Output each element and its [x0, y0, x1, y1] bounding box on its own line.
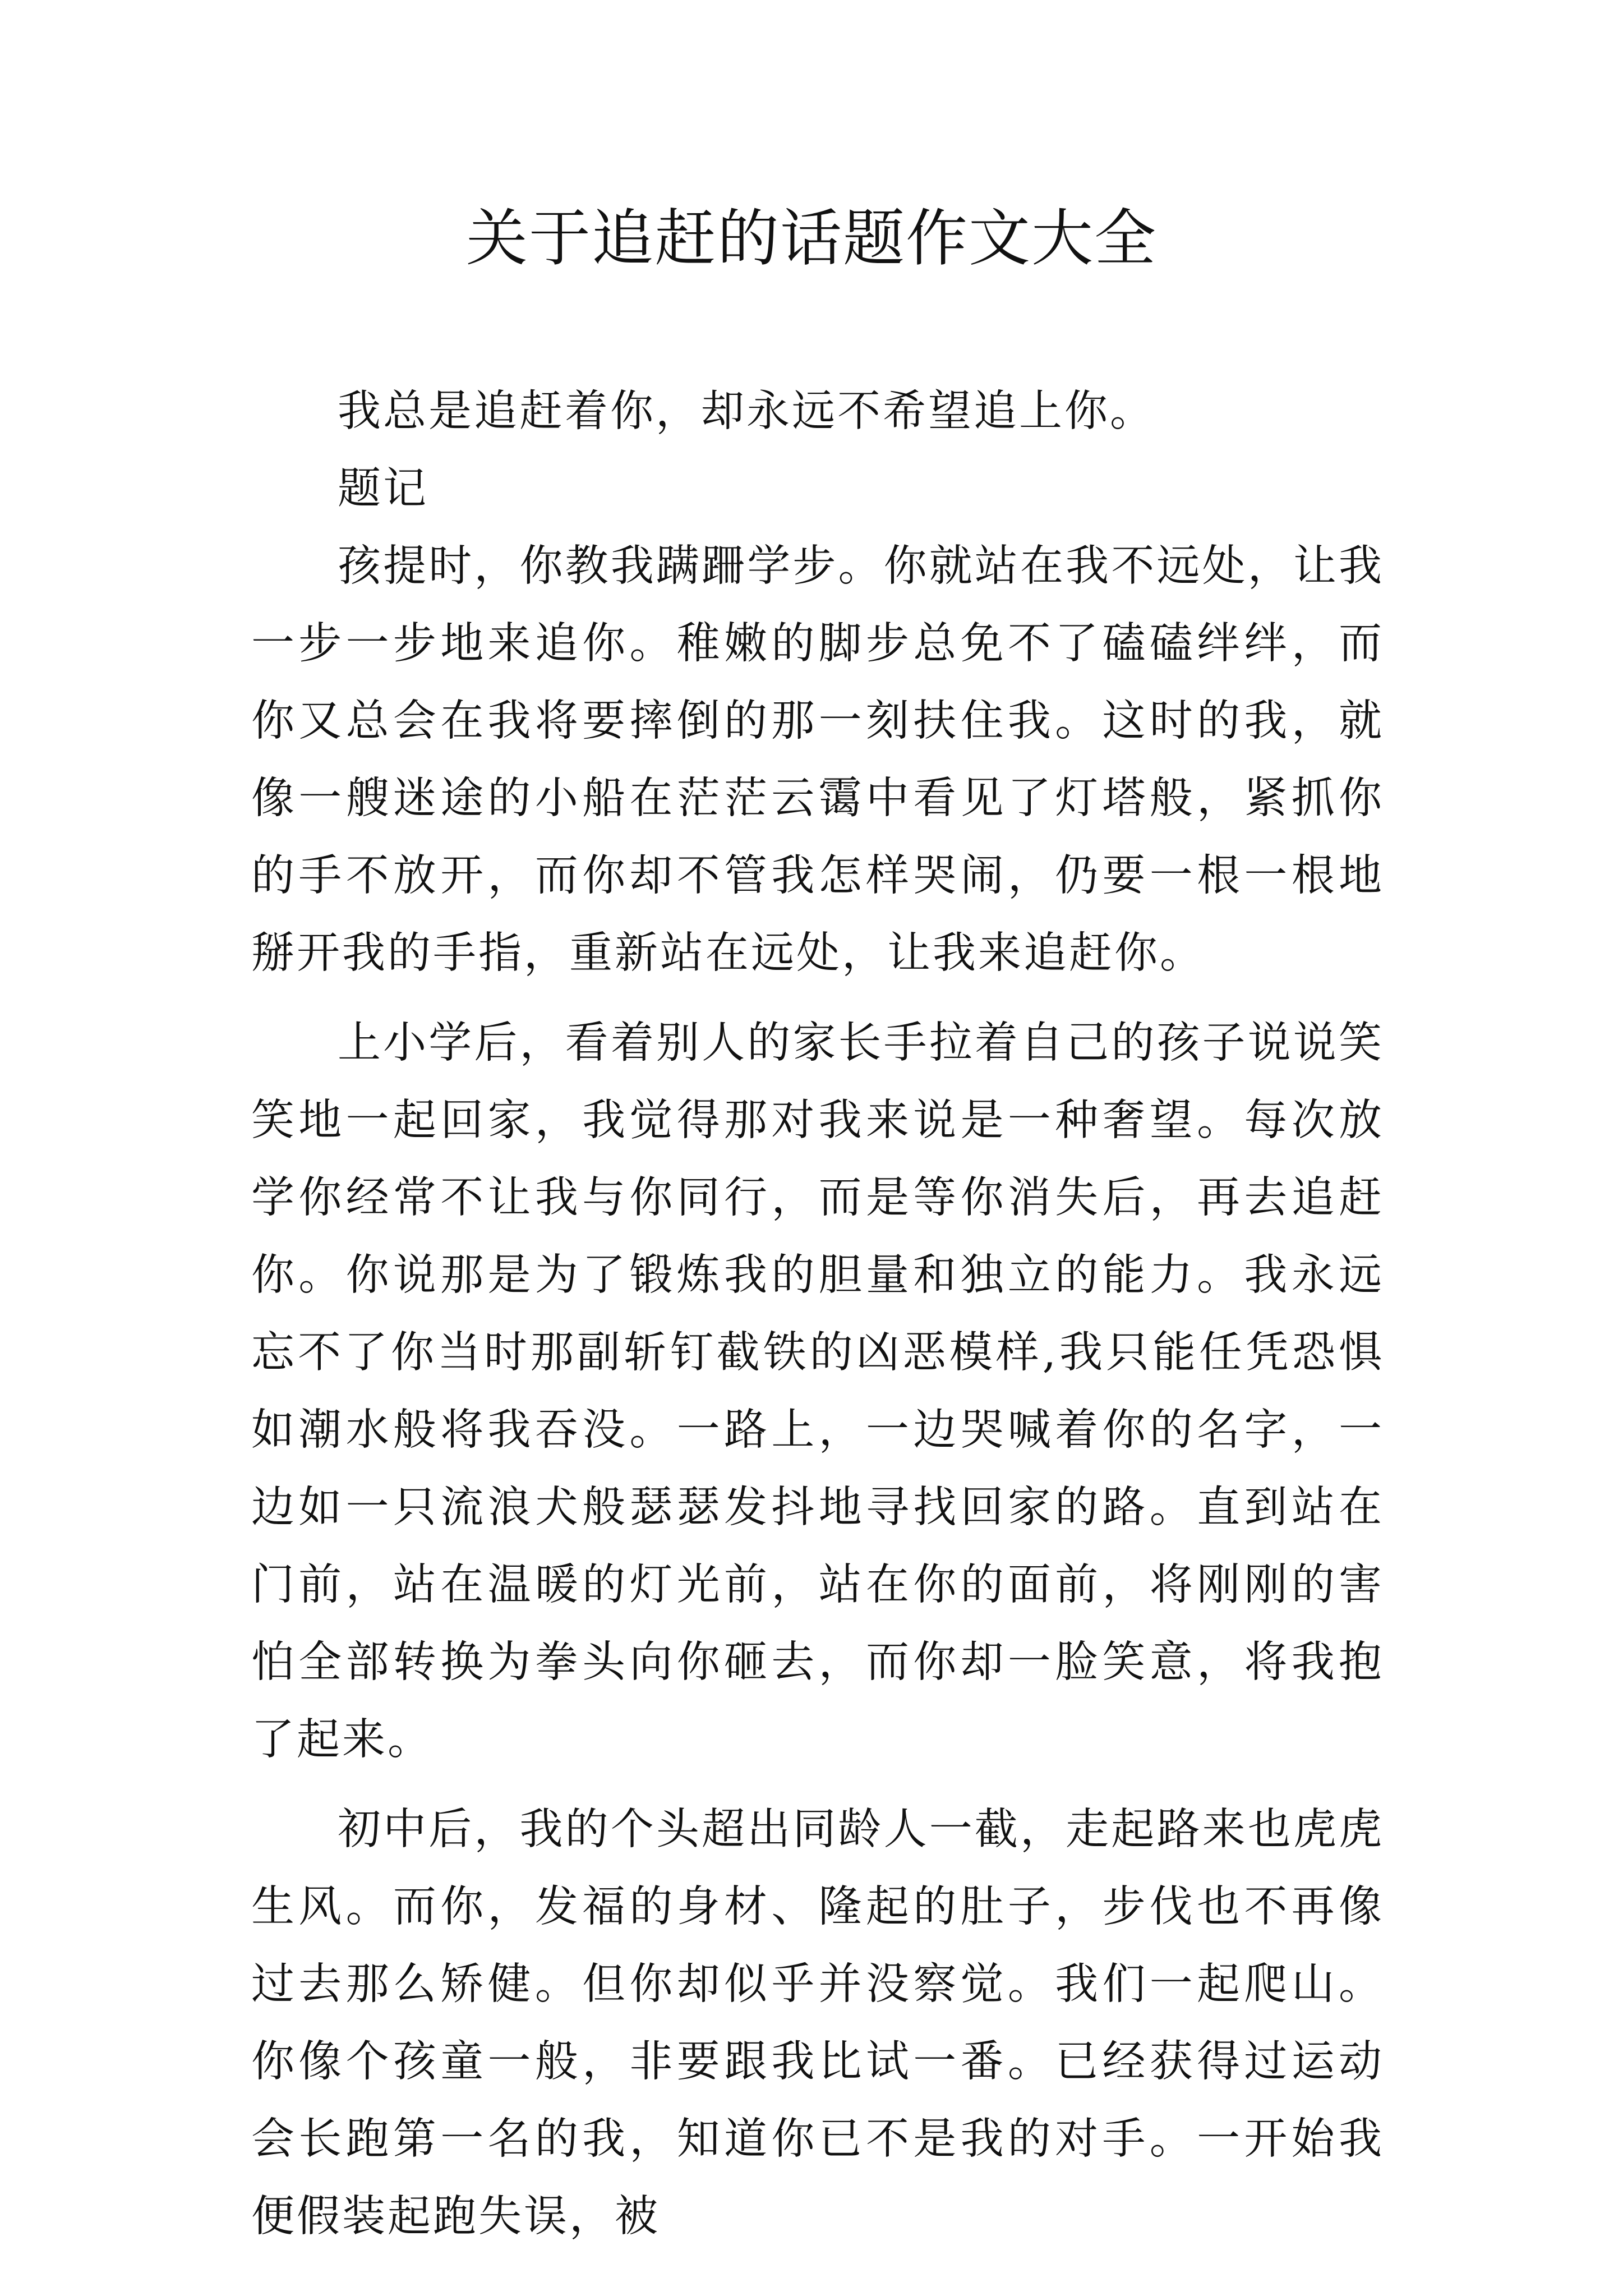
- document-body: [251, 373, 1384, 2256]
- paragraph-primary-school: 上小学后，看着别人的家长手拉着自己的孩子说说笑笑地一起回家，我觉得那对我来说是一种奢望。每次放学你经常不让我与你同行，而是等你消失后，再去追赶你。你说那是为了锻炼我的胆量和独立的能力。我永远忘不了你当时那副斩钉截铁的凶恶模样,我只能任凭恐惧如潮水般将我吞没。一路上，一边哭喊着你的名字，一边如一只流浪犬般瑟瑟发抖地寻找回家的路。直到站在门前，站在温暖的灯光前，站在你的面前，将刚刚的害怕全部转换为拳头向你砸去，而你却一脸笑意，将我抱了起来。: [251, 1018, 1384, 1765]
- paragraph-epigraph: 我总是追赶着你，却永远不希望追上你。: [338, 386, 1155, 436]
- document-title: 关于追赶的话题作文大全: [466, 203, 1157, 274]
- paragraph-epigraph-label: 题记: [338, 464, 428, 514]
- paragraph-childhood: 孩提时，你教我蹒跚学步。你就站在我不远处，让我一步一步地来追你。稚嫩的脚步总免不了磕磕绊绊，而你又总会在我将要摔倒的那一刻扶住我。这时的我，就像一艘迷途的小船在茫茫云霭中看见了灯塔般，紧抓你的手不放开，而你却不管我怎样哭闹，仍要一根一根地掰开我的手指，重新站在远处，让我来追赶你。: [251, 541, 1384, 978]
- paragraph-middle-school: 初中后，我的个头超出同龄人一截，走起路来也虎虎生风。而你，发福的身材、隆起的肚子，步伐也不再像过去那么矫健。但你却似乎并没察觉。我们一起爬山。你像个孩童一般，非要跟我比试一番。已经获得过运动会长跑第一名的我，知道你已不是我的对手。一开始我便假装起跑失误，被: [251, 1805, 1384, 2242]
